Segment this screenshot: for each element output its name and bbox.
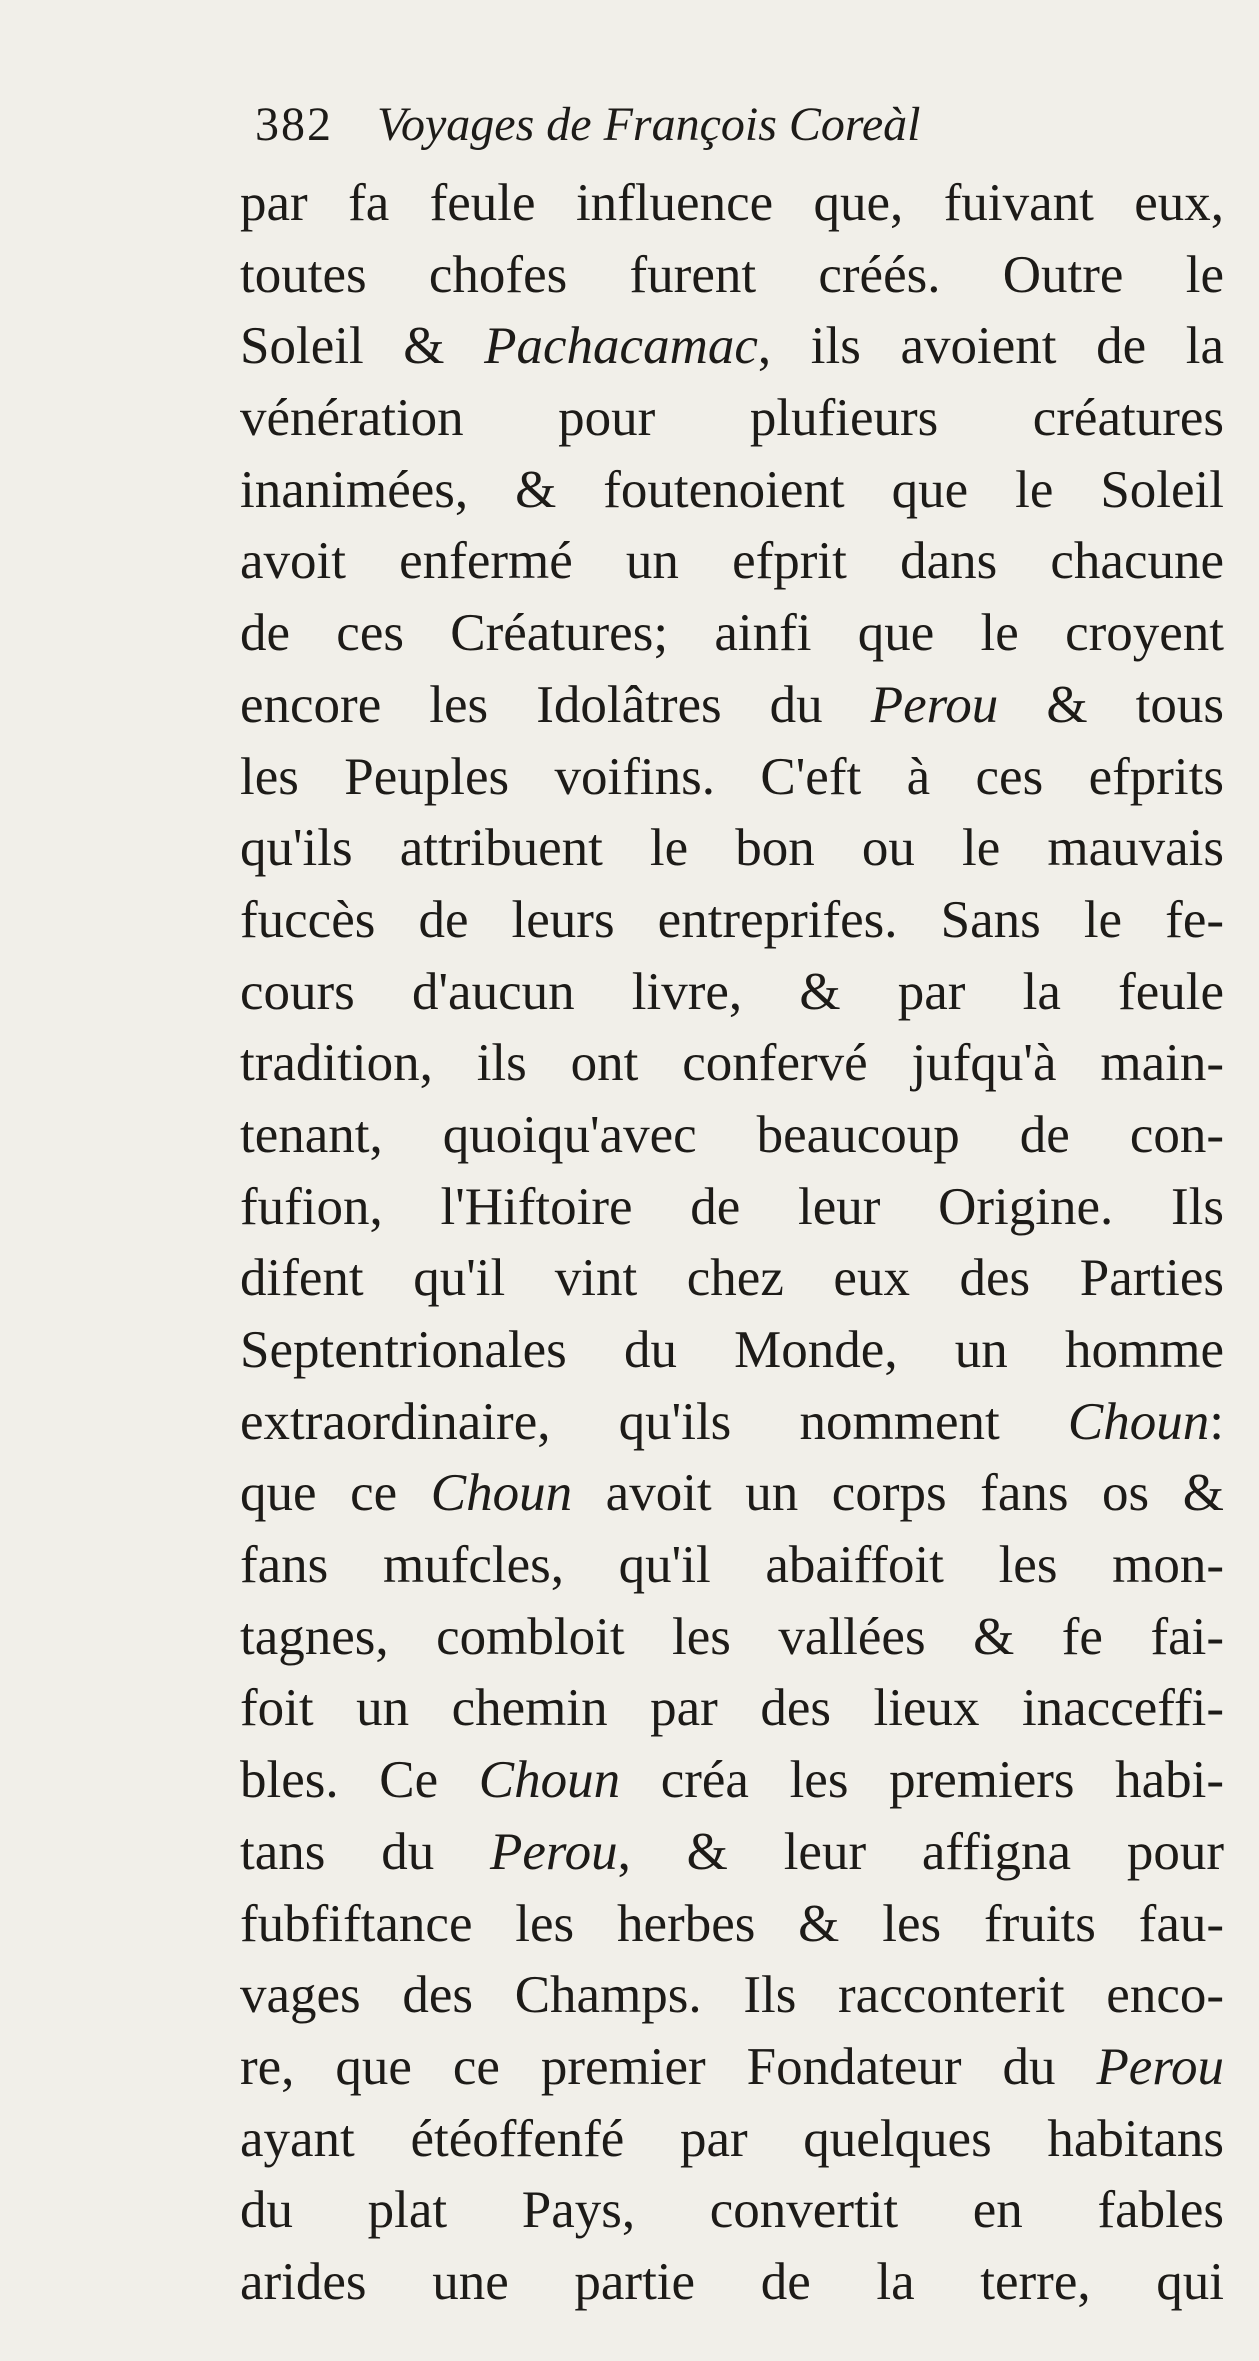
page-number: 382 xyxy=(255,98,333,151)
text-segment: extraordinaire, qu'ils nomment xyxy=(240,1392,1068,1451)
text-line xyxy=(240,1387,1224,1459)
text-line xyxy=(240,311,1224,383)
italic-term: Choun xyxy=(478,1751,621,1810)
text-segment: que ce xyxy=(240,1464,431,1523)
text-line xyxy=(240,383,1224,455)
text-line xyxy=(240,1315,1224,1387)
text-line xyxy=(240,1673,1224,1745)
text-line xyxy=(240,2175,1224,2247)
text-segment: avoit un corps fans os & xyxy=(572,1464,1224,1523)
text-line xyxy=(240,1172,1224,1244)
running-title: Voyages de François Coreàl xyxy=(377,98,921,151)
body-text xyxy=(240,168,1224,2319)
text-segment: cours d'aucun livre, & par la feule xyxy=(240,962,1224,1021)
italic-term: Choun xyxy=(430,1464,573,1523)
text-line xyxy=(240,742,1224,814)
text-segment: tradition, ils ont confervé jufqu'à main- xyxy=(240,1034,1224,1093)
text-segment: les Peuples voifins. C'eft à ces efprits xyxy=(240,747,1224,806)
italic-term: Pachacamac xyxy=(484,317,758,376)
text-line xyxy=(240,598,1224,670)
text-segment: difent qu'il vint chez eux des Parties xyxy=(240,1249,1224,1308)
text-segment: vénération pour plufieurs créatures xyxy=(240,389,1224,448)
text-line xyxy=(240,1530,1224,1602)
text-segment: créa les premiers habi- xyxy=(620,1751,1224,1810)
text-line xyxy=(240,1243,1224,1315)
text-line xyxy=(240,1817,1224,1889)
text-segment: tans du xyxy=(240,1822,491,1881)
italic-term: Perou xyxy=(1096,2037,1224,2096)
text-segment: encore les Idolâtres du xyxy=(240,675,871,734)
text-line xyxy=(240,1960,1224,2032)
text-segment: & tous xyxy=(998,675,1224,734)
text-line xyxy=(240,168,1224,240)
text-line xyxy=(240,670,1224,742)
text-line xyxy=(240,1602,1224,1674)
text-segment: fubfiftance les herbes & les fruits fau- xyxy=(240,1894,1224,1953)
text-segment: arides une partie de la terre, qui xyxy=(240,2252,1224,2311)
italic-term: Perou xyxy=(870,675,999,734)
italic-term: Perou xyxy=(490,1822,618,1881)
text-line xyxy=(240,1458,1224,1530)
page-header xyxy=(255,92,1155,158)
text-segment: fufion, l'Hiftoire de leur Origine. Ils xyxy=(240,1177,1224,1236)
text-line xyxy=(240,2104,1224,2176)
text-segment: inanimées, & foutenoient que le Soleil xyxy=(240,460,1224,519)
text-line xyxy=(240,240,1224,312)
text-line xyxy=(240,526,1224,598)
text-segment: Soleil & xyxy=(240,317,485,376)
text-segment: avoit enfermé un efprit dans chacune xyxy=(240,532,1224,591)
text-line xyxy=(240,1028,1224,1100)
text-line xyxy=(240,455,1224,527)
text-segment: fuccès de leurs entreprifes. Sans le fe- xyxy=(240,890,1224,949)
text-line xyxy=(240,1889,1224,1961)
text-segment: tagnes, combloit les vallées & fe fai- xyxy=(240,1607,1224,1666)
text-segment: tenant, quoiqu'avec beaucoup de con- xyxy=(240,1105,1224,1164)
text-segment: : xyxy=(1209,1392,1224,1451)
text-line xyxy=(240,2032,1224,2104)
italic-term: Choun xyxy=(1067,1392,1210,1451)
text-segment: toutes chofes furent créés. Outre le xyxy=(240,245,1224,304)
text-segment: du plat Pays, convertit en fables xyxy=(240,2181,1224,2240)
text-line xyxy=(240,885,1224,957)
text-segment: Septentrionales du Monde, un homme xyxy=(240,1321,1224,1379)
text-segment: fans mufcles, qu'il abaiffoit les mon- xyxy=(240,1536,1224,1595)
text-segment: par fa feule influence que, fuivant eux, xyxy=(240,174,1224,232)
text-line xyxy=(240,1745,1224,1817)
text-line xyxy=(240,813,1224,885)
text-segment: ayant étéoffenfé par quelques habitans xyxy=(240,2109,1224,2168)
text-segment: de ces Créatures; ainfi que le croyent xyxy=(240,604,1224,663)
text-segment: foit un chemin par des lieux inacceffi- xyxy=(240,1679,1224,1738)
text-segment: bles. Ce xyxy=(240,1751,479,1810)
text-line xyxy=(240,2247,1224,2319)
text-segment: , & leur affigna pour xyxy=(617,1822,1224,1881)
text-line xyxy=(240,1100,1224,1172)
text-segment: vages des Champs. Ils racconterit enco- xyxy=(240,1966,1224,2025)
text-segment: qu'ils attribuent le bon ou le mauvais xyxy=(240,819,1224,878)
text-segment: , ils avoient de la xyxy=(757,317,1224,376)
text-segment: re, que ce premier Fondateur du xyxy=(240,2037,1097,2096)
text-line xyxy=(240,957,1224,1029)
